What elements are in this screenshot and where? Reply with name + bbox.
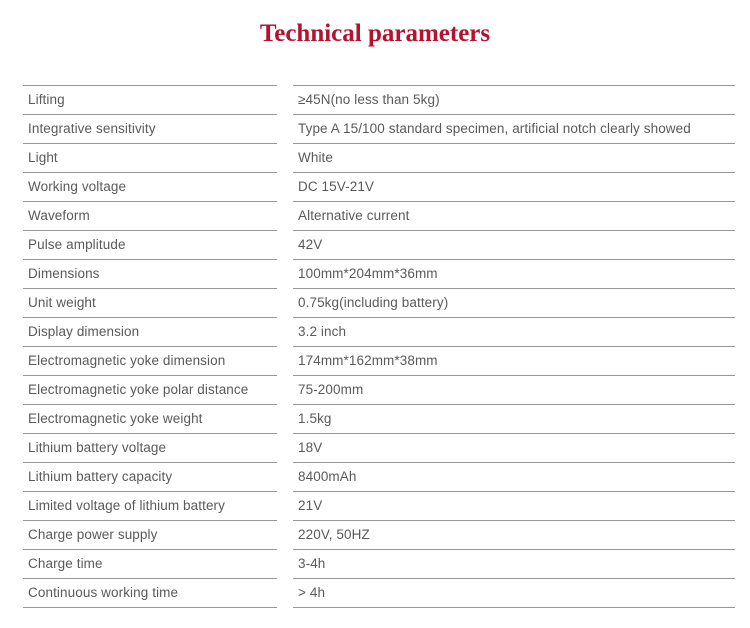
- param-value: ≥45N(no less than 5kg): [293, 85, 735, 114]
- table-row: [23, 172, 735, 201]
- param-label: Display dimension: [23, 317, 277, 346]
- column-gap: [277, 259, 293, 288]
- column-gap: [277, 143, 293, 172]
- table-row: [23, 230, 735, 259]
- param-value: 0.75kg(including battery): [293, 288, 735, 317]
- column-gap: [277, 520, 293, 549]
- param-value: 1.5kg: [293, 404, 735, 433]
- table-row: [23, 404, 735, 433]
- param-label: Unit weight: [23, 288, 277, 317]
- table-row: [23, 549, 735, 578]
- param-value: 3.2 inch: [293, 317, 735, 346]
- column-gap: [277, 346, 293, 375]
- table-row: [23, 288, 735, 317]
- table-row: [23, 143, 735, 172]
- table-row: [23, 259, 735, 288]
- param-value: 3-4h: [293, 549, 735, 578]
- column-gap: [277, 375, 293, 404]
- param-value: 18V: [293, 433, 735, 462]
- param-label: Lithium battery capacity: [23, 462, 277, 491]
- param-value: DC 15V-21V: [293, 172, 735, 201]
- table-row: [23, 85, 735, 114]
- param-label: Lifting: [23, 85, 277, 114]
- param-value: 75-200mm: [293, 375, 735, 404]
- column-gap: [277, 462, 293, 491]
- param-value: White: [293, 143, 735, 172]
- column-gap: [277, 549, 293, 578]
- param-label: Waveform: [23, 201, 277, 230]
- table-row: [23, 520, 735, 549]
- param-label: Electromagnetic yoke dimension: [23, 346, 277, 375]
- param-label: Electromagnetic yoke weight: [23, 404, 277, 433]
- column-gap: [277, 404, 293, 433]
- table-row: [23, 114, 735, 143]
- param-label: Continuous working time: [23, 578, 277, 607]
- table-row: [23, 491, 735, 520]
- param-label: Working voltage: [23, 172, 277, 201]
- param-value: 220V, 50HZ: [293, 520, 735, 549]
- column-gap: [277, 85, 293, 114]
- param-value: 100mm*204mm*36mm: [293, 259, 735, 288]
- column-gap: [277, 201, 293, 230]
- column-gap: [277, 317, 293, 346]
- param-label: Pulse amplitude: [23, 230, 277, 259]
- param-value: 174mm*162mm*38mm: [293, 346, 735, 375]
- param-value: 8400mAh: [293, 462, 735, 491]
- table-row: [23, 346, 735, 375]
- column-gap: [277, 288, 293, 317]
- table-row: [23, 201, 735, 230]
- param-label: Charge time: [23, 549, 277, 578]
- param-value: Alternative current: [293, 201, 735, 230]
- page-title: Technical parameters: [259, 20, 491, 47]
- param-label: Dimensions: [23, 259, 277, 288]
- parameters-table: [23, 85, 735, 608]
- column-gap: [277, 578, 293, 607]
- param-label: Limited voltage of lithium battery: [23, 491, 277, 520]
- param-label: Light: [23, 143, 277, 172]
- param-value: 42V: [293, 230, 735, 259]
- column-gap: [277, 114, 293, 143]
- param-label: Integrative sensitivity: [23, 114, 277, 143]
- column-gap: [277, 433, 293, 462]
- param-label: Charge power supply: [23, 520, 277, 549]
- table-row: [23, 462, 735, 491]
- table-row: [23, 375, 735, 404]
- param-label: Electromagnetic yoke polar distance: [23, 375, 277, 404]
- table-row: [23, 578, 735, 607]
- column-gap: [277, 172, 293, 201]
- column-gap: [277, 230, 293, 259]
- param-value: Type A 15/100 standard specimen, artificial notch clearly showed: [293, 114, 735, 143]
- table-row: [23, 317, 735, 346]
- column-gap: [277, 491, 293, 520]
- param-value: 21V: [293, 491, 735, 520]
- param-value: > 4h: [293, 578, 735, 607]
- table-row: [23, 433, 735, 462]
- param-label: Lithium battery voltage: [23, 433, 277, 462]
